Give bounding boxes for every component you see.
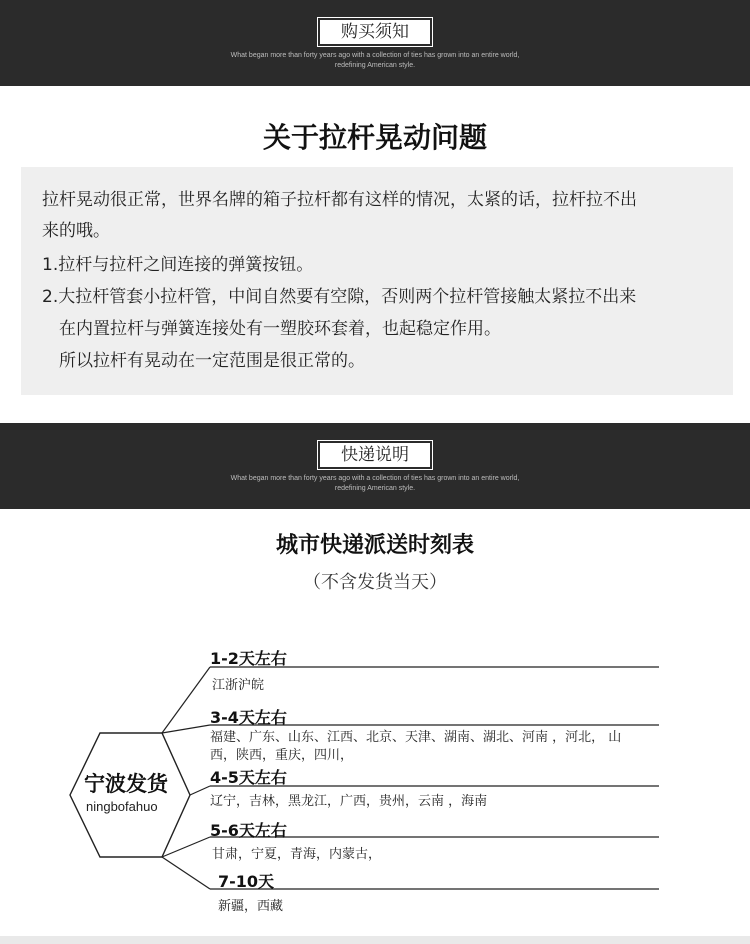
delivery-info-banner (0, 423, 750, 509)
banner-label: 快递说明 (318, 441, 432, 469)
page-bottom-divider (0, 936, 750, 944)
tier-cities: 辽宁，吉林，黑龙江，广西，贵州，云南 ，海南 (210, 794, 488, 809)
tier-cities: 福建、广东、山东、江西、北京、天津、湖南、湖北、河南 ，河北， 山 (210, 730, 622, 745)
tier-cities: 新疆，西藏 (218, 899, 284, 914)
notice-line: 在内置拉杆与弹簧连接处有一塑胶环套着，也起稳定作用。 (59, 319, 501, 339)
connector-line (162, 667, 210, 733)
banner-tagline (0, 51, 750, 71)
delivery-schedule-subtitle: （不含发货当天） (303, 572, 447, 593)
connector-line (190, 786, 210, 795)
banner-tagline-line2: redefining American style. (334, 62, 416, 69)
tier-cities: 甘肃，宁夏，青海，内蒙古， (212, 847, 382, 862)
notice-box (21, 167, 733, 395)
tier-label: 1-2天左右 (210, 649, 287, 668)
banner-tagline (0, 474, 750, 494)
tier-label: 5-6天左右 (210, 821, 287, 840)
notice-line: 所以拉杆有晃动在一定范围是很正常的。 (59, 351, 365, 371)
tier-label: 7-10天 (218, 872, 275, 891)
tier-cities: 西，陕西，重庆，四川， (210, 748, 354, 763)
banner-tagline-line2: redefining American style. (334, 485, 416, 492)
banner-label: 购买须知 (318, 18, 432, 46)
purchase-notice-banner (0, 0, 750, 86)
hub-pinyin: ningbofahuo (86, 799, 158, 814)
connector-line (162, 725, 210, 733)
banner-tagline-line1: What began more than forty years ago with a collection of ties has grown into an entire world, (230, 52, 520, 59)
tier-label: 4-5天左右 (210, 768, 287, 787)
notice-line: 拉杆晃动很正常，世界名牌的箱子拉杆都有这样的情况，太紧的话，拉杆拉不出 (42, 190, 637, 210)
delivery-schedule-title: 城市快递派送时刻表 (275, 533, 474, 558)
hub-name: 宁波发货 (84, 772, 168, 796)
notice-line: 来的哦。 (42, 221, 110, 241)
tier-cities: 江浙沪皖 (212, 678, 265, 693)
notice-line: 2.大拉杆管套小拉杆管，中间自然要有空隙，否则两个拉杆管接触太紧拉不出来 (42, 287, 637, 307)
notice-line: 1.拉杆与拉杆之间连接的弹簧按钮。 (42, 255, 314, 275)
banner-tagline-line1: What began more than forty years ago with a collection of ties has grown into an entire world, (230, 475, 520, 482)
connector-line (162, 857, 210, 889)
notice-title: 关于拉杆晃动问题 (262, 121, 487, 154)
tier-label: 3-4天左右 (210, 708, 287, 727)
